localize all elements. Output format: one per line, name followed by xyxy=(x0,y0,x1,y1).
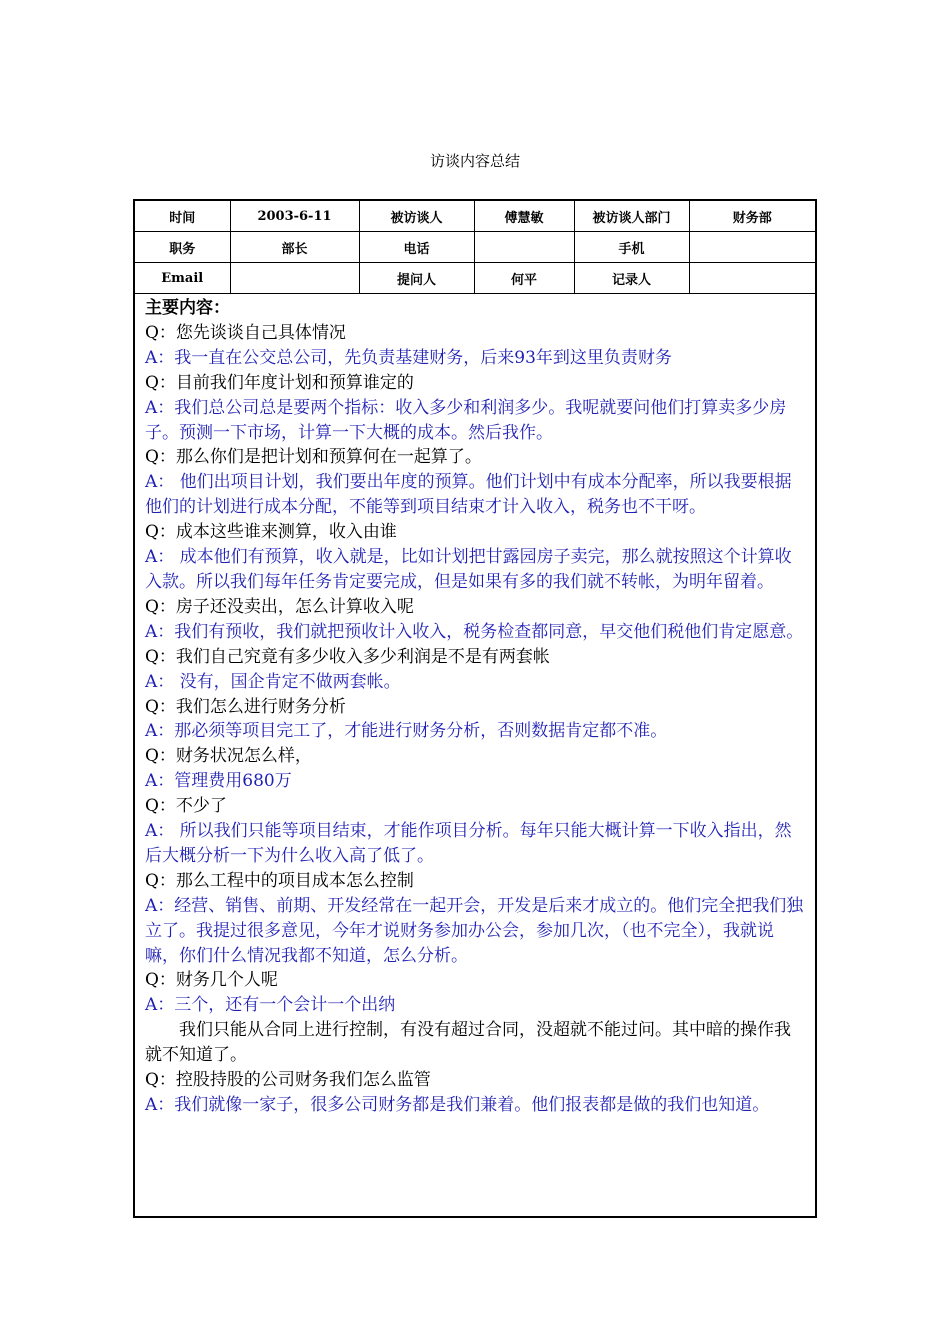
info-table-body xyxy=(135,201,815,294)
info-label-cell: Email xyxy=(135,263,230,294)
info-row xyxy=(135,232,815,263)
info-value-cell xyxy=(689,263,815,294)
info-value-cell: 何平 xyxy=(474,263,574,294)
info-value-cell: 财务部 xyxy=(689,201,815,232)
info-label-cell: 提问人 xyxy=(359,263,474,294)
question-line: Q：您先谈谈自己具体情况 xyxy=(145,322,346,343)
answer-line: A： 成本他们有预算，收入就是，比如计划把甘露园房子卖完，那么就按照这个计算收入款。所以我们每年任务肯定要完成，但是如果有多的我们就不转帐，为明年留着。 xyxy=(145,547,792,592)
question-line: Q：财务几个人呢 xyxy=(145,970,278,991)
info-value-cell xyxy=(474,232,574,263)
info-value-cell xyxy=(689,232,815,263)
question-line: Q：控股持股的公司财务我们怎么监管 xyxy=(145,1070,431,1091)
info-value-cell xyxy=(230,263,359,294)
question-line: Q：那么你们是把计划和预算何在一起算了。 xyxy=(145,447,482,468)
info-value-cell: 部长 xyxy=(230,232,359,263)
info-row xyxy=(135,263,815,294)
interview-form xyxy=(133,199,817,1218)
answer-line: A： 所以我们只能等项目结束，才能作项目分析。每年只能大概计算一下收入指出，然后大概分析一下为什么收入高了低了。 xyxy=(145,821,792,866)
question-line: Q：那么工程中的项目成本怎么控制 xyxy=(145,870,414,891)
paragraph-line: 我们只能从合同上进行控制，有没有超过合同，没超就不能过问。其中暗的操作我就不知道了。 xyxy=(145,1020,791,1066)
question-line: Q：我们怎么进行财务分析 xyxy=(145,696,346,717)
answer-line: A：我们有预收，我们就把预收计入收入，税务检查都同意，早交他们税他们肯定愿意。 xyxy=(145,621,804,642)
answer-line: A： 他们出项目计划，我们要出年度的预算。他们计划中有成本分配率，所以我要根据他们的计划进行成本分配，不能等到项目结束才计入收入，税务也不干呀。 xyxy=(145,472,792,518)
question-line: Q：成本这些谁来测算，收入由谁 xyxy=(145,522,397,543)
answer-line: A：那必须等项目完工了，才能进行财务分析，否则数据肯定都不准。 xyxy=(145,721,668,742)
question-line: Q：不少了 xyxy=(145,796,227,817)
info-table xyxy=(135,201,815,294)
content-heading: 主要内容： xyxy=(145,298,230,318)
answer-line: A：经营、销售、前期、开发经常在一起开会，开发是后来才成立的。他们完全把我们独立了。我提过很多意见，今年才说财务参加办公会，参加几次，（也不完全），我就说嘛，你们什么情况我都不知道，怎么分析。 xyxy=(145,895,804,966)
answer-line: A：管理费用680万 xyxy=(145,771,292,792)
info-label-cell: 手机 xyxy=(574,232,689,263)
info-value-cell: 傅慧敏 xyxy=(474,201,574,232)
answer-line: A：我一直在公交总公司，先负责基建财务，后来93年到这里负责财务 xyxy=(145,347,672,368)
question-line: Q：我们自己究竟有多少收入多少利润是不是有两套帐 xyxy=(145,646,550,667)
info-label-cell: 时间 xyxy=(135,201,230,232)
question-line: Q：财务状况怎么样， xyxy=(145,746,312,767)
info-label-cell: 记录人 xyxy=(574,263,689,294)
interview-content xyxy=(135,294,815,1118)
info-label-cell: 被访谈人部门 xyxy=(574,201,689,232)
answer-line: A：我们就像一家子，很多公司财务都是我们兼着。他们报表都是做的我们也知道。 xyxy=(145,1095,770,1115)
info-label-cell: 职务 xyxy=(135,232,230,263)
info-value-cell: 2003-6-11 xyxy=(230,201,359,232)
info-label-cell: 被访谈人 xyxy=(359,201,474,232)
info-label-cell: 电话 xyxy=(359,232,474,263)
answer-line: A：三个，还有一个会计一个出纳 xyxy=(145,995,396,1016)
document-title: 访谈内容总结 xyxy=(429,152,520,170)
info-row xyxy=(135,201,815,232)
answer-line: A：我们总公司总是要两个指标：收入多少和利润多少。我呢就要问他们打算卖多少房子。预测一下市场，计算一下大概的成本。然后我作。 xyxy=(145,397,787,443)
answer-line: A： 没有，国企肯定不做两套帐。 xyxy=(145,671,401,692)
question-line: Q：房子还没卖出，怎么计算收入呢 xyxy=(145,596,414,617)
question-line: Q：目前我们年度计划和预算谁定的 xyxy=(145,372,414,393)
